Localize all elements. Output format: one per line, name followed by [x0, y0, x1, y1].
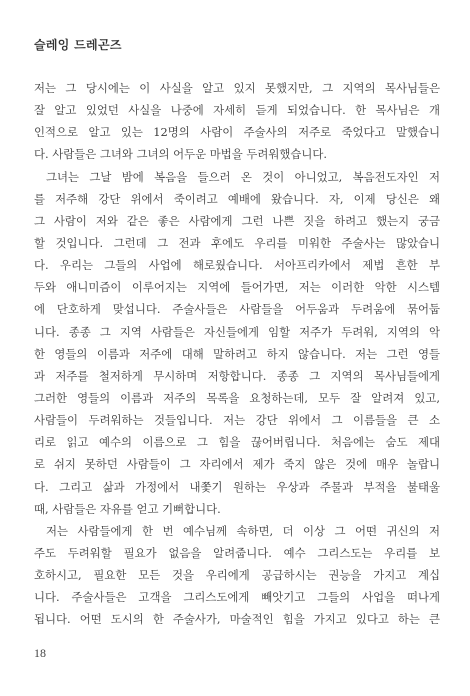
text-line: 그녀는 그날 밤에 복음을 들으러 온 것이 아니었고, 복음전도자인 저: [46, 169, 440, 184]
text-line: 저는 그 당시에는 이 사실을 알고 있지 못했지만, 그 지역의 목사님들은: [34, 81, 440, 95]
text-line: 할 것입니다. 그런데 그 전과 후에도 우리를 미워한 주술사는 많았습니: [34, 235, 440, 250]
text-line: 에 단호하게 맞섭니다. 주술사들은 사람들을 어두움과 두려움에 묶어둡: [34, 302, 440, 317]
text-line: 인적으로 알고 있는 12명의 사람이 주술사의 저주로 죽었다고 말했습니: [34, 125, 440, 140]
text-line: 니다. 종종 그 지역 사람들은 자신들에게 임할 저주가 두려워, 지역의 악: [34, 324, 440, 339]
text-line: 사람들이 두려워하는 것들입니다. 저는 강단 위에서 그 이름들을 큰 소: [34, 413, 440, 428]
text-line: 때, 사람들은 자유를 얻고 기뻐합니다.: [34, 501, 221, 516]
text-line: 다. 우리는 그들의 사업에 해로웠습니다. 서아프리카에서 제법 흔한 부: [34, 258, 440, 273]
running-title: 슬레잉 드레곤즈: [34, 38, 122, 52]
text-line: 를 저주해 강단 위에서 죽이려고 예배에 왔습니다. 자, 이제 당신은 왜: [34, 191, 440, 206]
text-line: 그러한 영들의 이름과 저주의 목록을 요청하는데, 모두 잘 알려져 있고,: [34, 390, 440, 405]
text-line: 로 쉬지 못하던 사람들이 그 자리에서 제가 죽지 않은 것에 매우 놀랍니: [34, 457, 440, 472]
text-line: 리로 읽고 예수의 이름으로 그 힘을 끊어버립니다. 처음에는 숨도 제대: [34, 435, 440, 450]
text-line: 잘 알고 있었던 사실을 나중에 자세히 듣게 되었습니다. 한 목사님은 개: [34, 103, 440, 118]
text-line: 두와 애니미즘이 이루어지는 지역에 들어가면, 저는 이러한 악한 시스템: [34, 280, 440, 295]
text-line: 다. 사람들은 그녀와 그녀의 어두운 마법을 두려워했습니다.: [34, 147, 328, 162]
text-line: 니다. 주술사들은 고객을 그리스도에게 빼앗기고 그들의 사업을 떠나게: [34, 590, 440, 605]
text-line: 과 저주를 철저하게 무시하며 저항합니다. 종종 그 지역의 목사님들에게: [34, 368, 440, 383]
text-line: 다. 그리고 삶과 가정에서 내쫓기 원하는 우상과 주물과 부적을 불태울: [34, 479, 440, 494]
text-line: 주도 두려워할 필요가 없음을 알려줍니다. 예수 그리스도는 우리를 보: [34, 545, 440, 560]
text-line: 호하시고, 필요한 모든 것을 우리에게 공급하시는 권능을 가지고 계십: [34, 568, 440, 583]
body-text: [34, 77, 440, 631]
text-line: 됩니다. 어떤 도시의 한 주술사가, 마술적인 힘을 가지고 있다고 하는 큰: [34, 612, 440, 627]
text-line: 한 영들의 이름과 저주에 대해 말하려고 하지 않습니다. 저는 그런 영들: [34, 346, 440, 361]
text-line: 저는 사람들에게 한 번 예수님께 속하면, 더 이상 그 어떤 귀신의 저: [46, 523, 440, 538]
text-line: 그 사람이 저와 같은 좋은 사람에게 그런 나쁜 짓을 하려고 했는지 궁금: [34, 213, 440, 228]
page-number: 18: [34, 646, 46, 660]
